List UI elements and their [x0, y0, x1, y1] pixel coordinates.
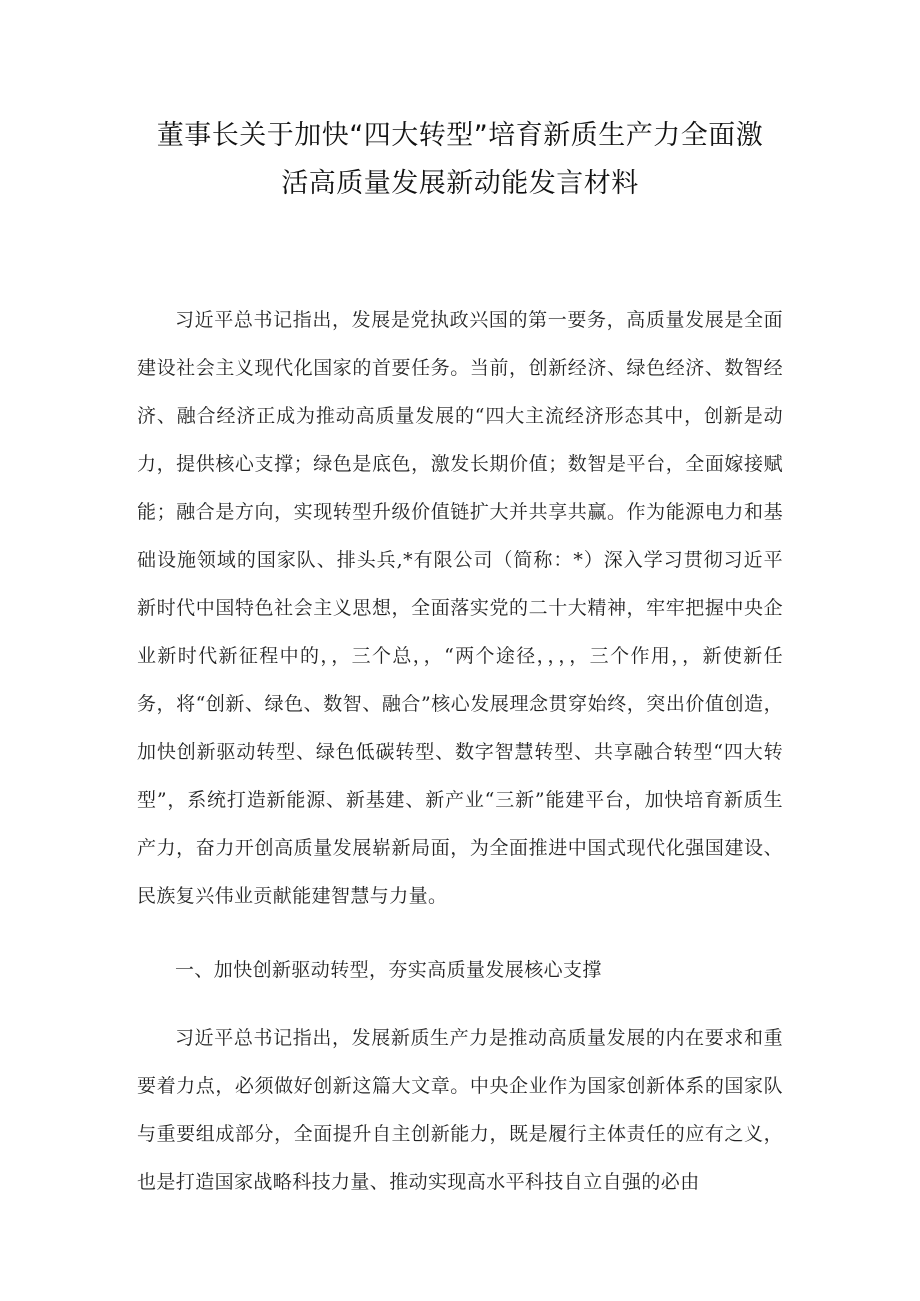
paragraph-intro: 习近平总书记指出，发展是党执政兴国的第一要务，高质量发展是全面建设社会主义现代化国家的首要任务。当前，创新经济、绿色经济、数智经济、融合经济正成为推动高质量发展的“四大主流经济形态其中，创新是动力，提供核心支撑；绿色是底色，激发长期价值；数智是平台，全面嫁接赋能；融合是方向，实现转型升级价值链扩大并共享共赢。作为能源电力和基础设施领域的国家队、排头兵,*有限公司（简称：*）深入学习贯彻习近平新时代中国特色社会主义思想，全面落实党的二十大精神，牢牢把握中央企业新时代新征程中的，，三个总，，“两个途径，，，，三个作用，，新使新任务，将“创新、绿色、数智、融合”核心发展理念贯穿始终，突出价值创造，加快创新驱动转型、绿色低碳转型、数字智慧转型、共享融合转型“四大转型”，系统打造新能源、新基建、新产业“三新”能建平台，加快培育新质生产力，奋力开创高质量发展崭新局面，为全面推进中国式现代化强国建设、民族复兴伟业贡献能建智慧与力量。: [137, 309, 783, 907]
paragraph-section-1: 习近平总书记指出，发展新质生产力是推动高质量发展的内在要求和重要着力点，必须做好创新这篇大文章。中央企业作为国家创新体系的国家队与重要组成部分，全面提升自主创新能力，既是履行主体责任的应有之义，也是打造国家战略科技力量、推动实现高水平科技自立自强的必由: [137, 1027, 783, 1193]
title-line-2: 活高质量发展新动能发言材料: [281, 168, 639, 199]
document-title: [120, 112, 800, 208]
section-heading-1: 一、加快创新驱动转型，夯实高质量发展核心支撑: [175, 959, 602, 981]
title-line-1: 董事长关于加快“四大转型”培育新质生产力全面激: [156, 120, 764, 151]
